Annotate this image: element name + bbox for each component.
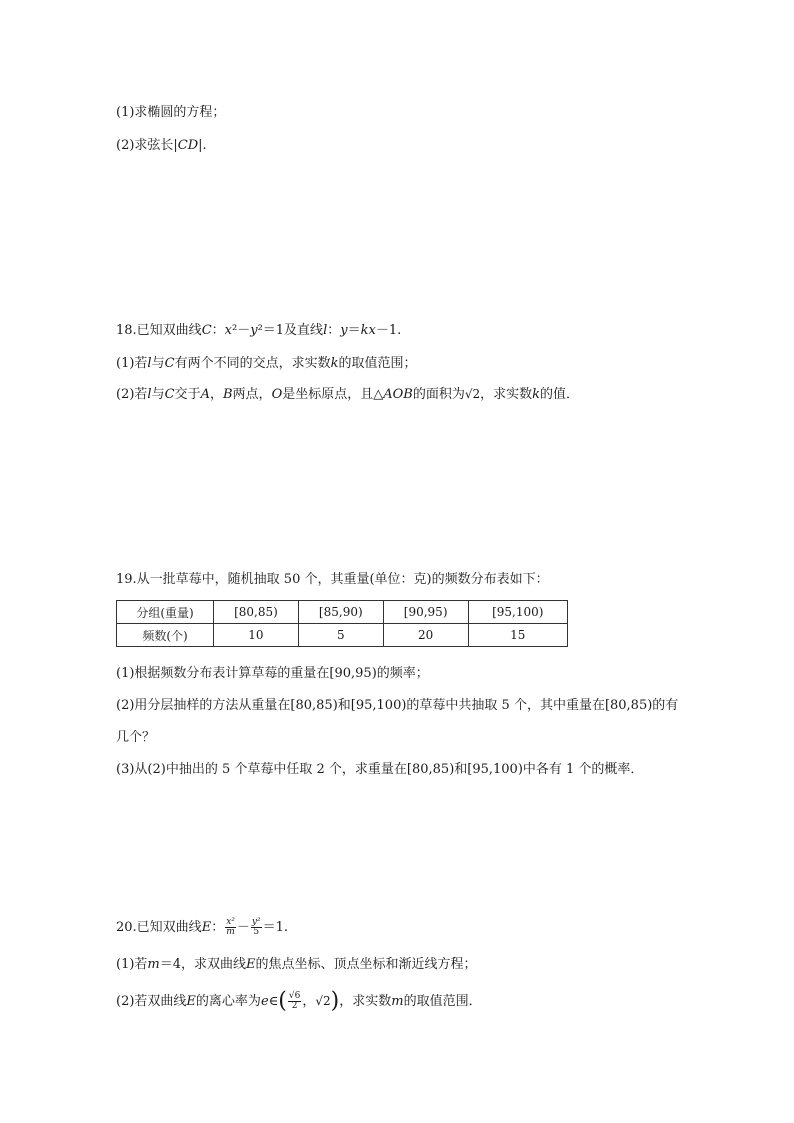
q19-stem: 19.从一批草莓中，随机抽取 50 个，其重量(单位：克)的频数分布表如下： xyxy=(116,572,549,587)
numerator: √6 xyxy=(288,991,301,1001)
text: 与 xyxy=(151,387,165,402)
var-B: B xyxy=(222,387,233,402)
q20-part1 xyxy=(116,956,477,974)
frequency-table xyxy=(116,600,568,647)
colon: ： xyxy=(211,323,225,338)
q18-part1 xyxy=(116,355,416,373)
op: ∈ xyxy=(268,994,279,1009)
denominator: 2 xyxy=(291,1001,298,1011)
table-cell: [80,85) xyxy=(214,601,299,624)
text: 两点， xyxy=(232,387,272,402)
op: ＝1. xyxy=(262,920,289,935)
table-cell: 15 xyxy=(468,624,567,647)
q18-part2 xyxy=(116,385,579,404)
var-kx: kx xyxy=(360,323,376,338)
text: 的焦点坐标、顶点坐标和渐近线方程； xyxy=(255,957,477,972)
q18-stem-text2: ²＝1及直线 xyxy=(257,323,324,338)
comma: ， xyxy=(302,994,316,1009)
sqrt-2: √2 xyxy=(464,387,481,401)
q17-var-cd: CD xyxy=(177,138,199,153)
table-cell: 5 xyxy=(298,624,383,647)
denominator: 5 xyxy=(253,927,260,937)
var-m: m xyxy=(391,994,404,1009)
op: － xyxy=(236,920,250,935)
var-A: A xyxy=(200,387,210,402)
var-E: E xyxy=(246,957,256,972)
var-m: m xyxy=(147,957,160,972)
op: ＝ xyxy=(347,323,361,338)
var-C: C xyxy=(201,323,212,338)
table-cell: [90,95) xyxy=(383,601,468,624)
q19-part3: (3)从(2)中抽出的 5 个草莓中任取 2 个，求重量在[80,85)和[95,100)中各有 1 个的概率． xyxy=(116,762,644,777)
q17-part2 xyxy=(116,137,207,155)
fraction-sqrt6-over-2 xyxy=(288,992,301,1011)
sqrt-2: √2 xyxy=(315,994,331,1008)
text: 的值． xyxy=(540,387,580,402)
var-l: l xyxy=(147,387,152,402)
text: (1)若 xyxy=(116,356,148,371)
q20-part2 xyxy=(116,988,482,1014)
var-AOB: AOB xyxy=(383,387,413,402)
text: 是坐标原点，且△ xyxy=(282,387,384,402)
text: ，求实数 xyxy=(480,387,533,402)
text: (2)若 xyxy=(116,387,148,402)
table-cell: [85,90) xyxy=(298,601,383,624)
paren-right: ) xyxy=(330,988,340,1014)
fraction-y2-over-5 xyxy=(251,918,262,937)
numerator: y² xyxy=(251,917,261,927)
table-row xyxy=(117,601,568,624)
text: 有两个不同的交点，求实数 xyxy=(174,356,331,371)
colon: ： xyxy=(211,920,225,935)
colon: ： xyxy=(327,323,341,338)
table-header-cell: 频数(个) xyxy=(117,624,214,647)
q19-part2: (2)用分层抽样的方法从重量在[80,85)和[95,100)的草莓中共抽取 5 个，其中重量在[80,85)的有 xyxy=(116,698,679,713)
text: 的取值范围； xyxy=(338,356,417,371)
table-cell: 20 xyxy=(383,624,468,647)
text: ，求实数 xyxy=(339,994,392,1009)
q17-part2-end: |. xyxy=(198,138,207,153)
text: 的取值范围． xyxy=(403,994,482,1009)
var-O: O xyxy=(271,387,283,402)
var-C: C xyxy=(164,387,175,402)
fraction-x2-over-m xyxy=(225,918,236,937)
table-header-cell: 分组(重量) xyxy=(117,601,214,624)
var-E: E xyxy=(201,920,212,935)
op: ²－ xyxy=(232,323,251,338)
text: 交于 xyxy=(174,387,201,402)
q18-stem-text: 18.已知双曲线 xyxy=(116,323,202,338)
text: 的面积为 xyxy=(412,387,465,402)
var-y: y xyxy=(340,323,348,338)
var-k: k xyxy=(532,387,541,402)
text: 的离心率为 xyxy=(195,994,261,1009)
q17-part1: (1)求椭圆的方程； xyxy=(116,105,226,120)
text: 20.已知双曲线 xyxy=(116,920,202,935)
table-cell: 10 xyxy=(214,624,299,647)
var-x: x xyxy=(224,323,232,338)
q20-stem xyxy=(116,918,288,937)
q19-part1: (1)根据频数分布表计算草莓的重量在[90,95)的频率； xyxy=(116,666,429,681)
var-l: l xyxy=(147,356,152,371)
text: (1)若 xyxy=(116,957,148,972)
q17-part2-text: (2)求弦长| xyxy=(116,138,178,153)
numerator: x² xyxy=(226,917,235,927)
var-k: k xyxy=(330,356,339,371)
table-cell: [95,100) xyxy=(468,601,567,624)
var-E: E xyxy=(186,994,196,1009)
var-e: e xyxy=(260,994,269,1009)
var-C: C xyxy=(164,356,175,371)
q18-stem xyxy=(116,322,401,340)
text: ＝4，求双曲线 xyxy=(159,957,247,972)
var-y: y xyxy=(250,323,258,338)
text: (2)若双曲线 xyxy=(116,994,187,1009)
text: ， xyxy=(209,387,223,402)
table-row xyxy=(117,624,568,647)
op: －1. xyxy=(375,323,402,338)
text: 与 xyxy=(151,356,165,371)
q19-part2-cont: 几个？ xyxy=(116,730,156,745)
denominator: m xyxy=(226,927,235,937)
paren-left: ( xyxy=(278,988,287,1014)
var-l: l xyxy=(323,323,328,338)
